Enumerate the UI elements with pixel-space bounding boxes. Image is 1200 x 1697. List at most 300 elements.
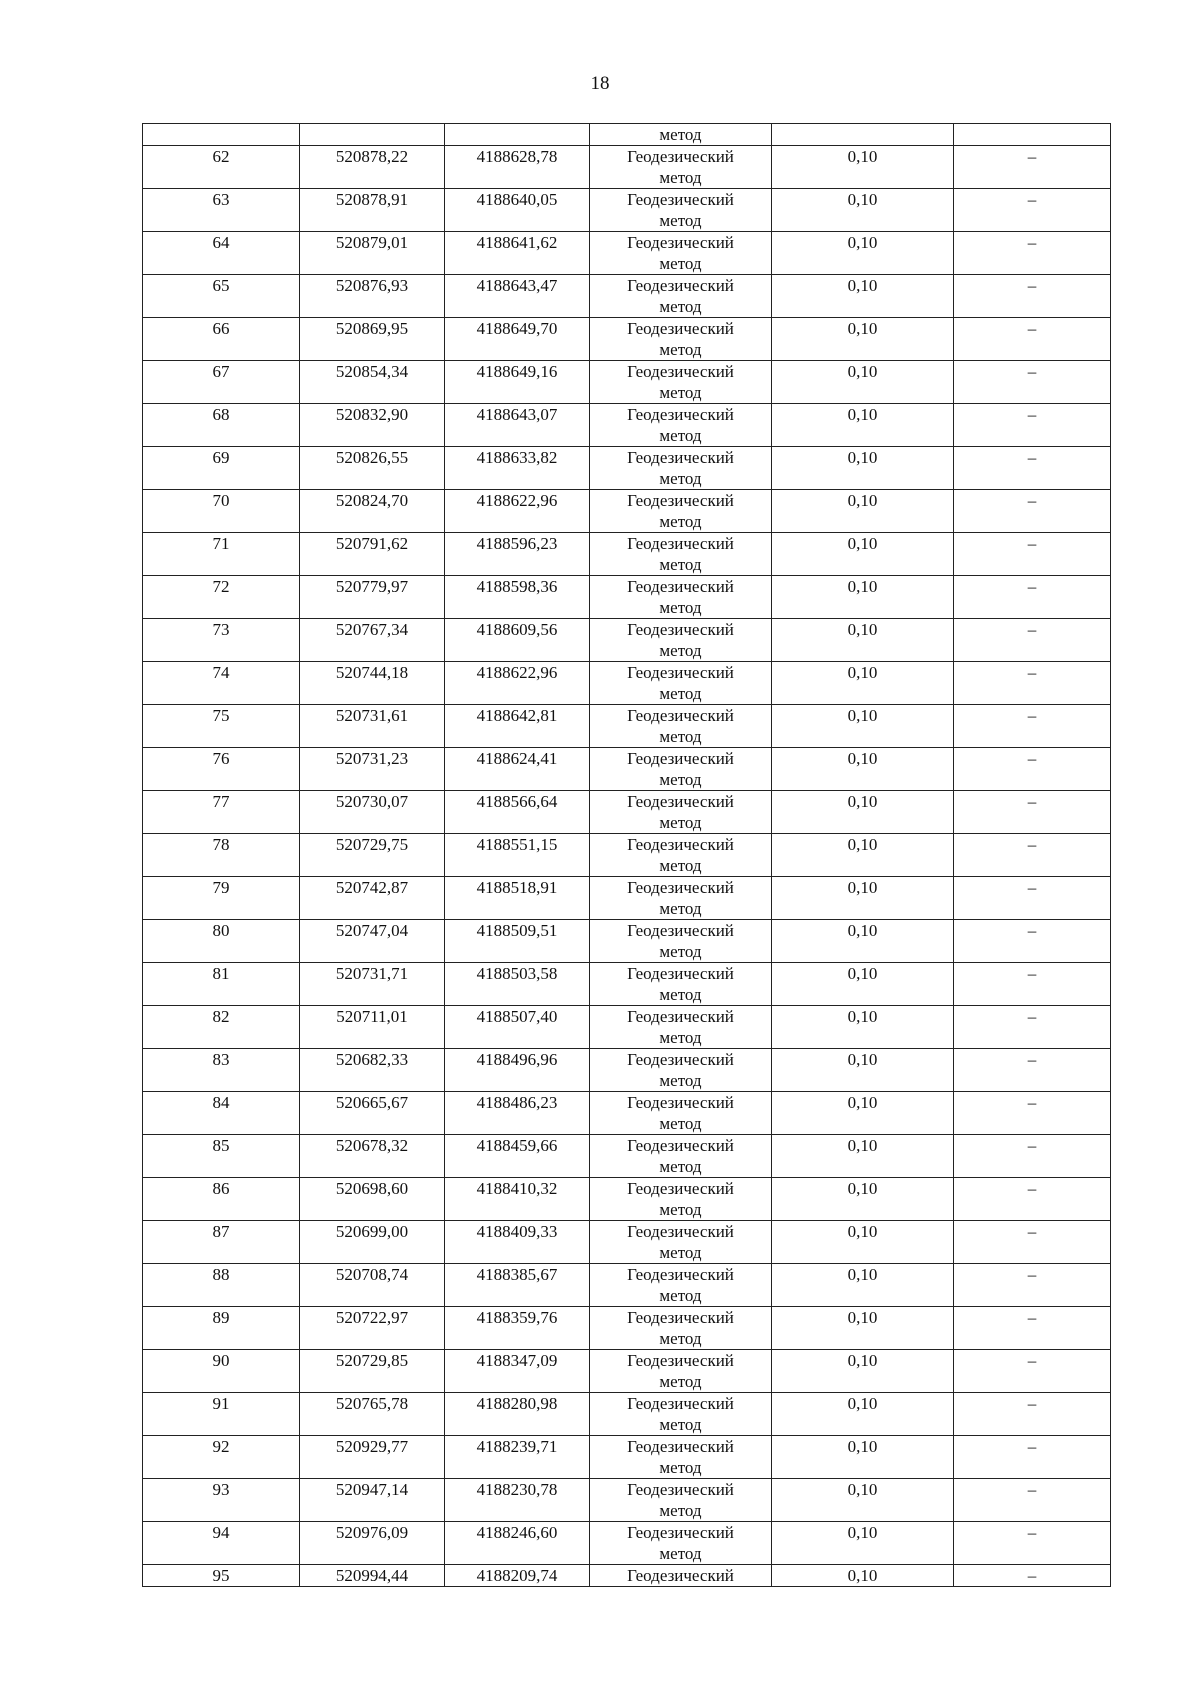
- cell-method: [590, 1049, 772, 1092]
- cell-y: 4188347,09: [445, 1350, 590, 1393]
- cell-y: 4188598,36: [445, 576, 590, 619]
- cell-number: [143, 124, 300, 146]
- cell-accuracy: 0,10: [772, 318, 954, 361]
- method-text: Геодезический: [627, 1136, 734, 1155]
- cell-accuracy: 0,10: [772, 877, 954, 920]
- table-body: [143, 124, 1111, 1587]
- cell-number: 91: [143, 1393, 300, 1436]
- method-text: Геодезический: [627, 190, 734, 209]
- cell-accuracy: 0,10: [772, 1049, 954, 1092]
- method-text: Геодезический: [627, 1351, 734, 1370]
- table-row: [143, 619, 1111, 662]
- cell-note: –: [954, 533, 1111, 576]
- cell-method: [590, 404, 772, 447]
- table-row: [143, 791, 1111, 834]
- cell-method: [590, 275, 772, 318]
- cell-accuracy: 0,10: [772, 533, 954, 576]
- cell-note: –: [954, 1221, 1111, 1264]
- cell-x: 520729,85: [300, 1350, 445, 1393]
- cell-x: 520722,97: [300, 1307, 445, 1350]
- cell-y: 4188624,41: [445, 748, 590, 791]
- cell-x: 520879,01: [300, 232, 445, 275]
- method-text: Геодезический: [627, 276, 734, 295]
- table-row-continuation: [143, 124, 1111, 146]
- cell-note: –: [954, 1135, 1111, 1178]
- cell-accuracy: 0,10: [772, 791, 954, 834]
- cell-number: 64: [143, 232, 300, 275]
- cell-number: 68: [143, 404, 300, 447]
- cell-x: 520791,62: [300, 533, 445, 576]
- method-text: Геодезический: [627, 233, 734, 252]
- table-row: [143, 533, 1111, 576]
- cell-accuracy: 0,10: [772, 1307, 954, 1350]
- cell-method: [590, 232, 772, 275]
- method-text-line2: метод: [659, 1028, 702, 1047]
- cell-number: 67: [143, 361, 300, 404]
- cell-x: 520767,34: [300, 619, 445, 662]
- cell-note: –: [954, 963, 1111, 1006]
- cell-number: 88: [143, 1264, 300, 1307]
- cell-note: –: [954, 232, 1111, 275]
- cell-y: 4188459,66: [445, 1135, 590, 1178]
- cell-note: –: [954, 1264, 1111, 1307]
- method-text-line2: метод: [659, 1071, 702, 1090]
- method-text: Геодезический: [627, 1007, 734, 1026]
- cell-x: [300, 124, 445, 146]
- cell-method: [590, 189, 772, 232]
- cell-number: 82: [143, 1006, 300, 1049]
- cell-accuracy: 0,10: [772, 619, 954, 662]
- cell-accuracy: 0,10: [772, 963, 954, 1006]
- cell-method: [590, 920, 772, 963]
- cell-y: 4188496,96: [445, 1049, 590, 1092]
- cell-accuracy: 0,10: [772, 748, 954, 791]
- cell-method: [590, 1264, 772, 1307]
- method-text-line2: метод: [659, 1544, 702, 1563]
- method-text-line2: метод: [659, 1458, 702, 1477]
- cell-number: 75: [143, 705, 300, 748]
- cell-y: [445, 124, 590, 146]
- cell-note: –: [954, 834, 1111, 877]
- cell-x: 520779,97: [300, 576, 445, 619]
- table-row: [143, 963, 1111, 1006]
- method-text-line2: метод: [659, 1200, 702, 1219]
- cell-y: 4188643,47: [445, 275, 590, 318]
- table-row: [143, 146, 1111, 189]
- cell-y: 4188649,16: [445, 361, 590, 404]
- method-text-line2: метод: [659, 1114, 702, 1133]
- table-row: [143, 447, 1111, 490]
- cell-x: 520678,32: [300, 1135, 445, 1178]
- table-row: [143, 1135, 1111, 1178]
- method-text: Геодезический: [627, 147, 734, 166]
- cell-accuracy: 0,10: [772, 189, 954, 232]
- table-row: [143, 920, 1111, 963]
- method-text: Геодезический: [627, 921, 734, 940]
- method-text: Геодезический: [627, 1394, 734, 1413]
- method-text-line2: метод: [659, 211, 702, 230]
- cell-x: 520731,23: [300, 748, 445, 791]
- cell-y: 4188518,91: [445, 877, 590, 920]
- method-text: Геодезический: [627, 534, 734, 553]
- cell-note: –: [954, 1522, 1111, 1565]
- cell-accuracy: 0,10: [772, 1522, 954, 1565]
- cell-number: 62: [143, 146, 300, 189]
- cell-number: 72: [143, 576, 300, 619]
- method-text: Геодезический: [627, 1308, 734, 1327]
- cell-x: 520878,22: [300, 146, 445, 189]
- cell-x: 520878,91: [300, 189, 445, 232]
- cell-y: 4188503,58: [445, 963, 590, 1006]
- cell-note: –: [954, 318, 1111, 361]
- cell-method: [590, 533, 772, 576]
- cell-note: –: [954, 1178, 1111, 1221]
- cell-method: [590, 963, 772, 1006]
- cell-method: [590, 1221, 772, 1264]
- cell-method: [590, 146, 772, 189]
- cell-y: 4188409,33: [445, 1221, 590, 1264]
- cell-note: –: [954, 791, 1111, 834]
- cell-accuracy: 0,10: [772, 275, 954, 318]
- cell-accuracy: 0,10: [772, 1264, 954, 1307]
- cell-y: 4188640,05: [445, 189, 590, 232]
- table-row: [143, 490, 1111, 533]
- cell-method: [590, 576, 772, 619]
- cell-y: 4188633,82: [445, 447, 590, 490]
- cell-number: 89: [143, 1307, 300, 1350]
- method-text-line2: метод: [659, 1372, 702, 1391]
- cell-accuracy: 0,10: [772, 1221, 954, 1264]
- table-row: [143, 1479, 1111, 1522]
- cell-note: –: [954, 490, 1111, 533]
- cell-method: [590, 1393, 772, 1436]
- method-text-line2: метод: [659, 641, 702, 660]
- cell-accuracy: 0,10: [772, 232, 954, 275]
- method-text: Геодезический: [627, 1050, 734, 1069]
- table-row: [143, 232, 1111, 275]
- cell-x: 520699,00: [300, 1221, 445, 1264]
- method-text-line2: метод: [659, 1415, 702, 1434]
- cell-y: 4188246,60: [445, 1522, 590, 1565]
- cell-y: 4188641,62: [445, 232, 590, 275]
- cell-y: 4188280,98: [445, 1393, 590, 1436]
- table-row: [143, 705, 1111, 748]
- cell-note: –: [954, 576, 1111, 619]
- cell-accuracy: 0,10: [772, 404, 954, 447]
- cell-x: 520994,44: [300, 1565, 445, 1587]
- cell-accuracy: 0,10: [772, 1436, 954, 1479]
- cell-note: –: [954, 1049, 1111, 1092]
- cell-y: 4188566,64: [445, 791, 590, 834]
- cell-method: [590, 662, 772, 705]
- cell-x: 520826,55: [300, 447, 445, 490]
- cell-note: –: [954, 1006, 1111, 1049]
- table-row: [143, 1264, 1111, 1307]
- table-row: [143, 1393, 1111, 1436]
- cell-method: [590, 1479, 772, 1522]
- cell-note: –: [954, 404, 1111, 447]
- cell-note: –: [954, 146, 1111, 189]
- method-text: Геодезический: [627, 362, 734, 381]
- cell-method: [590, 791, 772, 834]
- method-text: Геодезический: [627, 1222, 734, 1241]
- cell-x: 520876,93: [300, 275, 445, 318]
- method-text-line2: метод: [659, 1157, 702, 1176]
- method-text: Геодезический: [627, 1093, 734, 1112]
- cell-number: 84: [143, 1092, 300, 1135]
- method-text: Геодезический: [627, 319, 734, 338]
- cell-number: 66: [143, 318, 300, 361]
- cell-note: –: [954, 748, 1111, 791]
- cell-x: 520832,90: [300, 404, 445, 447]
- cell-method: [590, 1522, 772, 1565]
- cell-accuracy: 0,10: [772, 146, 954, 189]
- cell-y: 4188507,40: [445, 1006, 590, 1049]
- cell-y: 4188628,78: [445, 146, 590, 189]
- cell-method: [590, 748, 772, 791]
- cell-y: 4188622,96: [445, 490, 590, 533]
- table-row: [143, 662, 1111, 705]
- cell-note: –: [954, 920, 1111, 963]
- cell-x: 520929,77: [300, 1436, 445, 1479]
- table-row: [143, 1307, 1111, 1350]
- cell-accuracy: 0,10: [772, 361, 954, 404]
- cell-x: 520744,18: [300, 662, 445, 705]
- method-text: метод: [659, 125, 702, 144]
- cell-y: 4188209,74: [445, 1565, 590, 1587]
- method-text-line2: метод: [659, 469, 702, 488]
- cell-note: –: [954, 619, 1111, 662]
- cell-note: –: [954, 189, 1111, 232]
- method-text-line2: метод: [659, 1501, 702, 1520]
- cell-method: [590, 1436, 772, 1479]
- method-text-line2: метод: [659, 1286, 702, 1305]
- table-row: [143, 1522, 1111, 1565]
- method-text: Геодезический: [627, 792, 734, 811]
- method-text-line2: метод: [659, 899, 702, 918]
- method-text: Геодезический: [627, 1265, 734, 1284]
- cell-y: 4188649,70: [445, 318, 590, 361]
- method-text-line2: метод: [659, 598, 702, 617]
- cell-number: 95: [143, 1565, 300, 1587]
- method-text: Геодезический: [627, 1566, 734, 1585]
- table-row: [143, 1565, 1111, 1587]
- method-text: Геодезический: [627, 491, 734, 510]
- cell-accuracy: 0,10: [772, 1135, 954, 1178]
- cell-x: 520976,09: [300, 1522, 445, 1565]
- cell-accuracy: 0,10: [772, 834, 954, 877]
- cell-method: [590, 834, 772, 877]
- cell-note: –: [954, 275, 1111, 318]
- table-row: [143, 1350, 1111, 1393]
- cell-number: 79: [143, 877, 300, 920]
- table-row: [143, 834, 1111, 877]
- method-text: Геодезический: [627, 577, 734, 596]
- cell-x: 520665,67: [300, 1092, 445, 1135]
- method-text: Геодезический: [627, 878, 734, 897]
- cell-note: –: [954, 705, 1111, 748]
- cell-number: 78: [143, 834, 300, 877]
- cell-number: 85: [143, 1135, 300, 1178]
- method-text-line2: метод: [659, 555, 702, 574]
- cell-y: 4188486,23: [445, 1092, 590, 1135]
- method-text-line2: метод: [659, 426, 702, 445]
- cell-method: [590, 1307, 772, 1350]
- method-text-line2: метод: [659, 254, 702, 273]
- method-text: Геодезический: [627, 448, 734, 467]
- cell-note: –: [954, 361, 1111, 404]
- cell-x: 520731,61: [300, 705, 445, 748]
- table-row: [143, 318, 1111, 361]
- cell-number: 90: [143, 1350, 300, 1393]
- method-text: Геодезический: [627, 706, 734, 725]
- cell-note: –: [954, 1436, 1111, 1479]
- cell-number: 86: [143, 1178, 300, 1221]
- cell-x: 520947,14: [300, 1479, 445, 1522]
- cell-y: 4188622,96: [445, 662, 590, 705]
- cell-number: 81: [143, 963, 300, 1006]
- cell-accuracy: 0,10: [772, 920, 954, 963]
- cell-x: 520730,07: [300, 791, 445, 834]
- table-row: [143, 1006, 1111, 1049]
- cell-y: 4188385,67: [445, 1264, 590, 1307]
- table-row: [143, 877, 1111, 920]
- cell-accuracy: 0,10: [772, 662, 954, 705]
- cell-accuracy: 0,10: [772, 1479, 954, 1522]
- cell-number: 94: [143, 1522, 300, 1565]
- method-text-line2: метод: [659, 942, 702, 961]
- cell-note: –: [954, 1393, 1111, 1436]
- table-row: [143, 189, 1111, 232]
- cell-note: –: [954, 662, 1111, 705]
- method-text-line2: метод: [659, 770, 702, 789]
- cell-note: –: [954, 1092, 1111, 1135]
- cell-note: [954, 124, 1111, 146]
- page-number: 18: [590, 73, 610, 94]
- cell-x: 520824,70: [300, 490, 445, 533]
- table-row: [143, 576, 1111, 619]
- cell-number: 92: [143, 1436, 300, 1479]
- method-text: Геодезический: [627, 1523, 734, 1542]
- cell-x: 520742,87: [300, 877, 445, 920]
- method-text: Геодезический: [627, 964, 734, 983]
- cell-method: [590, 1565, 772, 1587]
- method-text-line2: метод: [659, 985, 702, 1004]
- method-text: Геодезический: [627, 835, 734, 854]
- cell-method: [590, 361, 772, 404]
- cell-accuracy: 0,10: [772, 1006, 954, 1049]
- cell-number: 76: [143, 748, 300, 791]
- cell-number: 71: [143, 533, 300, 576]
- cell-method: [590, 124, 772, 146]
- cell-method: [590, 619, 772, 662]
- method-text-line2: метод: [659, 512, 702, 531]
- cell-note: –: [954, 1565, 1111, 1587]
- method-text-line2: метод: [659, 340, 702, 359]
- method-text-line2: метод: [659, 168, 702, 187]
- cell-method: [590, 1350, 772, 1393]
- cell-note: –: [954, 877, 1111, 920]
- cell-x: 520854,34: [300, 361, 445, 404]
- cell-y: 4188551,15: [445, 834, 590, 877]
- cell-method: [590, 1092, 772, 1135]
- cell-x: 520731,71: [300, 963, 445, 1006]
- cell-x: 520682,33: [300, 1049, 445, 1092]
- method-text-line2: метод: [659, 813, 702, 832]
- cell-y: 4188230,78: [445, 1479, 590, 1522]
- table-row: [143, 1092, 1111, 1135]
- cell-number: 77: [143, 791, 300, 834]
- cell-note: –: [954, 447, 1111, 490]
- cell-method: [590, 447, 772, 490]
- cell-x: 520747,04: [300, 920, 445, 963]
- method-text-line2: метод: [659, 856, 702, 875]
- table-row: [143, 361, 1111, 404]
- cell-accuracy: 0,10: [772, 1178, 954, 1221]
- cell-y: 4188410,32: [445, 1178, 590, 1221]
- cell-method: [590, 1006, 772, 1049]
- cell-accuracy: 0,10: [772, 705, 954, 748]
- cell-method: [590, 1135, 772, 1178]
- method-text-line2: метод: [659, 383, 702, 402]
- table-row: [143, 1178, 1111, 1221]
- cell-number: 70: [143, 490, 300, 533]
- cell-method: [590, 490, 772, 533]
- method-text-line2: метод: [659, 297, 702, 316]
- cell-number: 74: [143, 662, 300, 705]
- cell-accuracy: 0,10: [772, 1565, 954, 1587]
- cell-y: 4188239,71: [445, 1436, 590, 1479]
- cell-note: –: [954, 1479, 1111, 1522]
- cell-accuracy: 0,10: [772, 1393, 954, 1436]
- table-row: [143, 748, 1111, 791]
- method-text-line2: метод: [659, 1243, 702, 1262]
- cell-number: 63: [143, 189, 300, 232]
- cell-accuracy: 0,10: [772, 576, 954, 619]
- table-row: [143, 275, 1111, 318]
- cell-x: 520711,01: [300, 1006, 445, 1049]
- cell-accuracy: 0,10: [772, 1092, 954, 1135]
- cell-number: 80: [143, 920, 300, 963]
- cell-number: 73: [143, 619, 300, 662]
- cell-number: 83: [143, 1049, 300, 1092]
- cell-y: 4188509,51: [445, 920, 590, 963]
- cell-x: 520708,74: [300, 1264, 445, 1307]
- method-text-line2: метод: [659, 727, 702, 746]
- cell-y: 4188609,56: [445, 619, 590, 662]
- table-row: [143, 1436, 1111, 1479]
- cell-number: 69: [143, 447, 300, 490]
- method-text: Геодезический: [627, 749, 734, 768]
- cell-y: 4188359,76: [445, 1307, 590, 1350]
- coordinates-table: [142, 123, 1111, 1587]
- method-text: Геодезический: [627, 620, 734, 639]
- method-text: Геодезический: [627, 1437, 734, 1456]
- method-text: Геодезический: [627, 663, 734, 682]
- cell-number: 65: [143, 275, 300, 318]
- table-row: [143, 1221, 1111, 1264]
- method-text: Геодезический: [627, 1480, 734, 1499]
- cell-method: [590, 877, 772, 920]
- cell-y: 4188596,23: [445, 533, 590, 576]
- method-text-line2: метод: [659, 1329, 702, 1348]
- cell-number: 87: [143, 1221, 300, 1264]
- cell-x: 520698,60: [300, 1178, 445, 1221]
- cell-x: 520869,95: [300, 318, 445, 361]
- cell-method: [590, 705, 772, 748]
- cell-method: [590, 1178, 772, 1221]
- cell-y: 4188642,81: [445, 705, 590, 748]
